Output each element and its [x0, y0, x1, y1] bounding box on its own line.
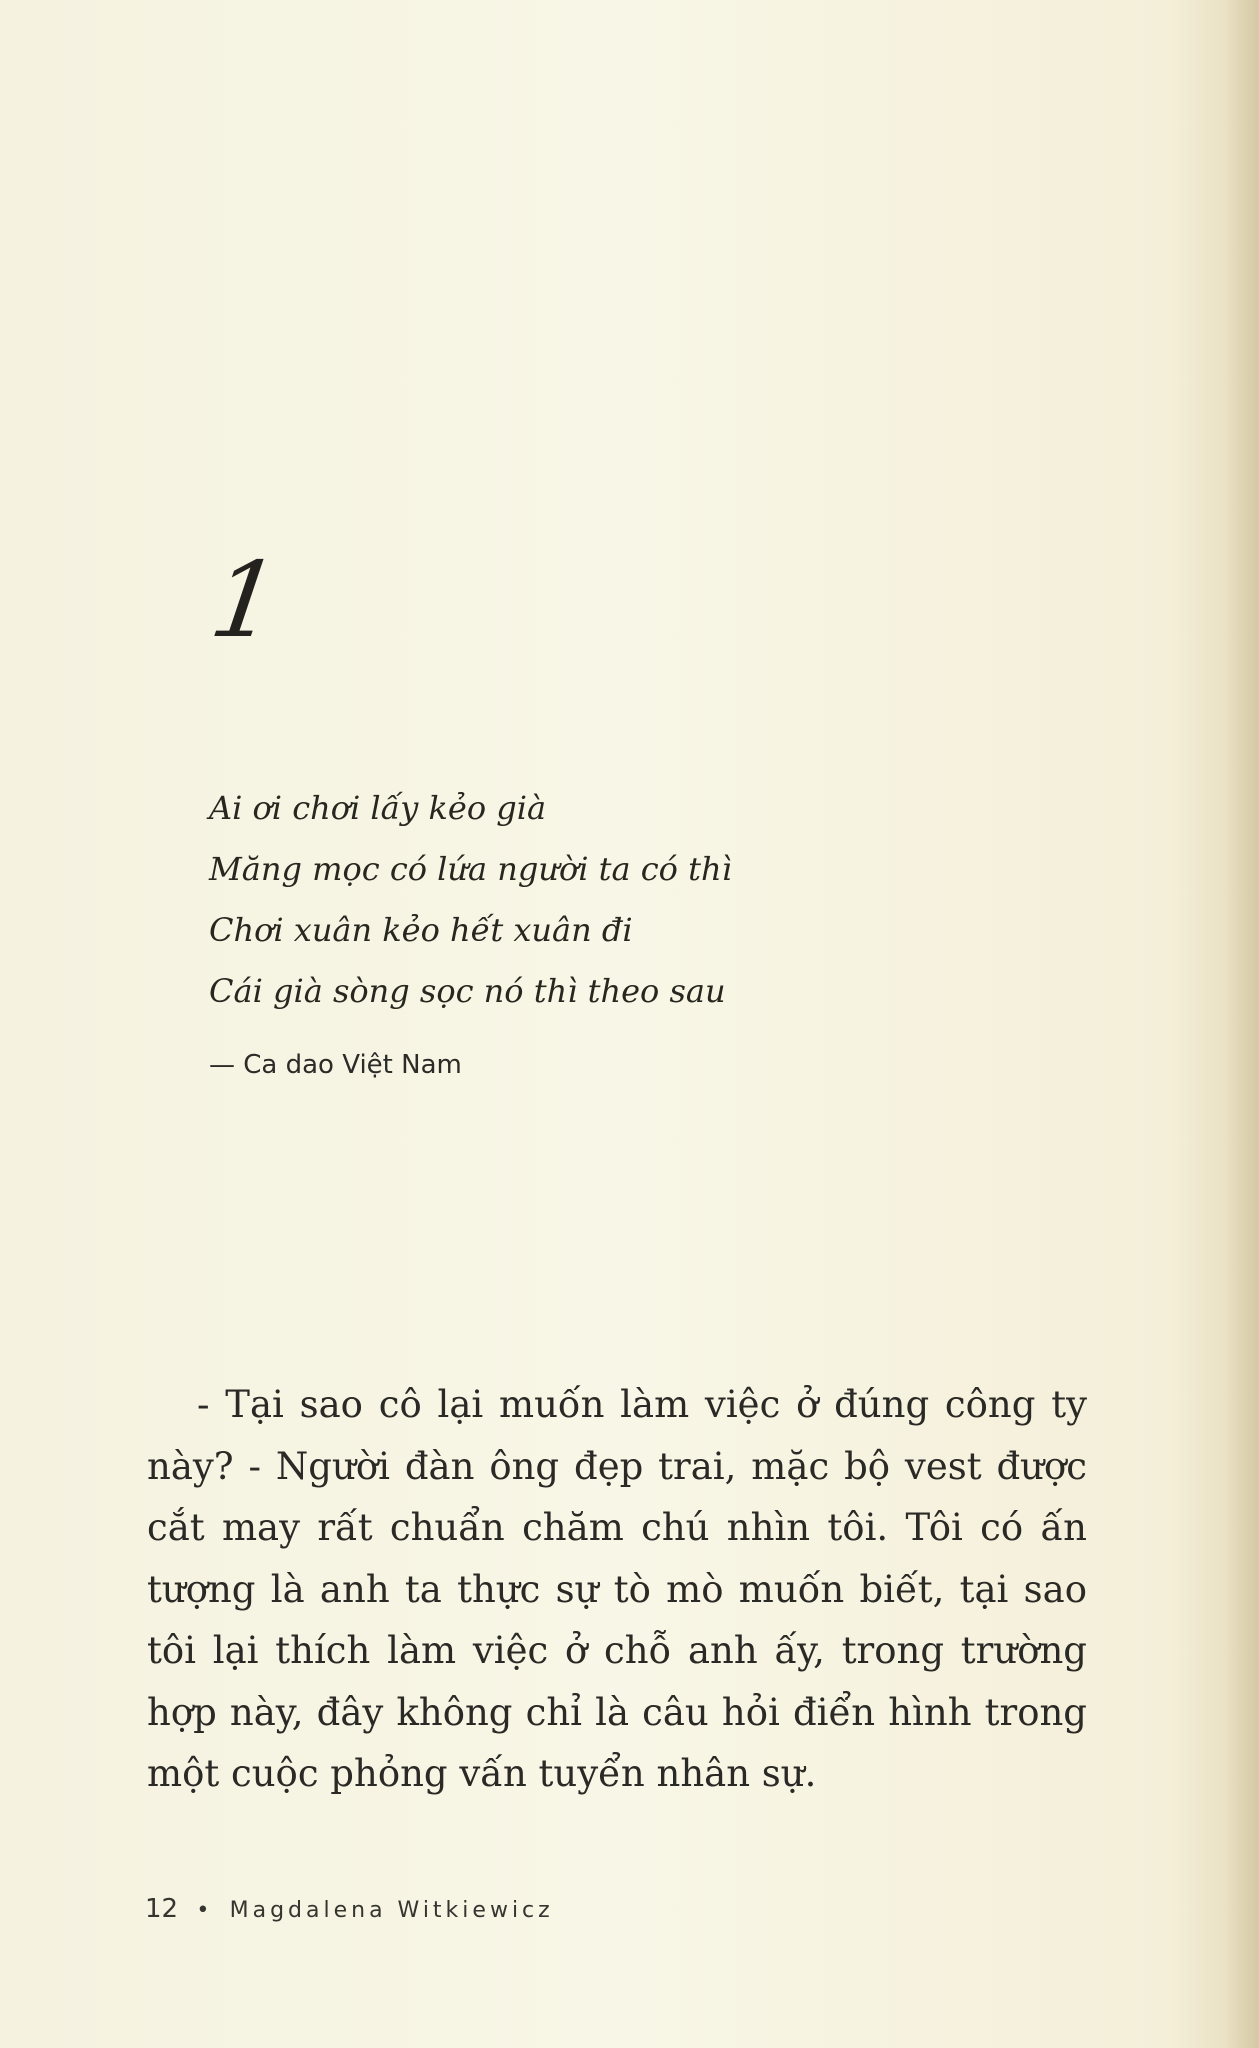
page-number: 12: [145, 1894, 179, 1924]
epigraph-line-3: Chơi xuân kẻo hết xuân đi: [209, 911, 633, 949]
epigraph-line-4: Cái già sòng sọc nó thì theo sau: [209, 972, 726, 1010]
page-footer: [145, 1894, 554, 1924]
epigraph-line-2: Măng mọc có lứa người ta có thì: [209, 850, 732, 888]
author-name: Magdalena Witkiewicz: [229, 1898, 554, 1923]
epigraph-line-1: Ai ơi chơi lấy kẻo già: [209, 789, 547, 827]
chapter-number: 1: [203, 539, 287, 661]
body-text: [147, 1374, 1087, 1805]
body-paragraph: - Tại sao cô lại muốn làm việc ở đúng công ty này? - Người đàn ông đẹp trai, mặc bộ vest được cắt may rất chuẩn chăm chú nhìn tôi. Tôi có ấn tượng là anh ta thực sự tò mò muốn biết, tại sao tôi lại thích làm việc ở chỗ anh ấy, trong trường hợp này, đây không chỉ là câu hỏi điển hình trong một cuộc phỏng vấn tuyển nhân sự.: [147, 1383, 1087, 1795]
epigraph: [209, 778, 909, 1022]
page-edge-shadow: [1225, 0, 1259, 2048]
footer-separator: •: [196, 1898, 210, 1923]
epigraph-attribution: — Ca dao Việt Nam: [209, 1050, 462, 1080]
